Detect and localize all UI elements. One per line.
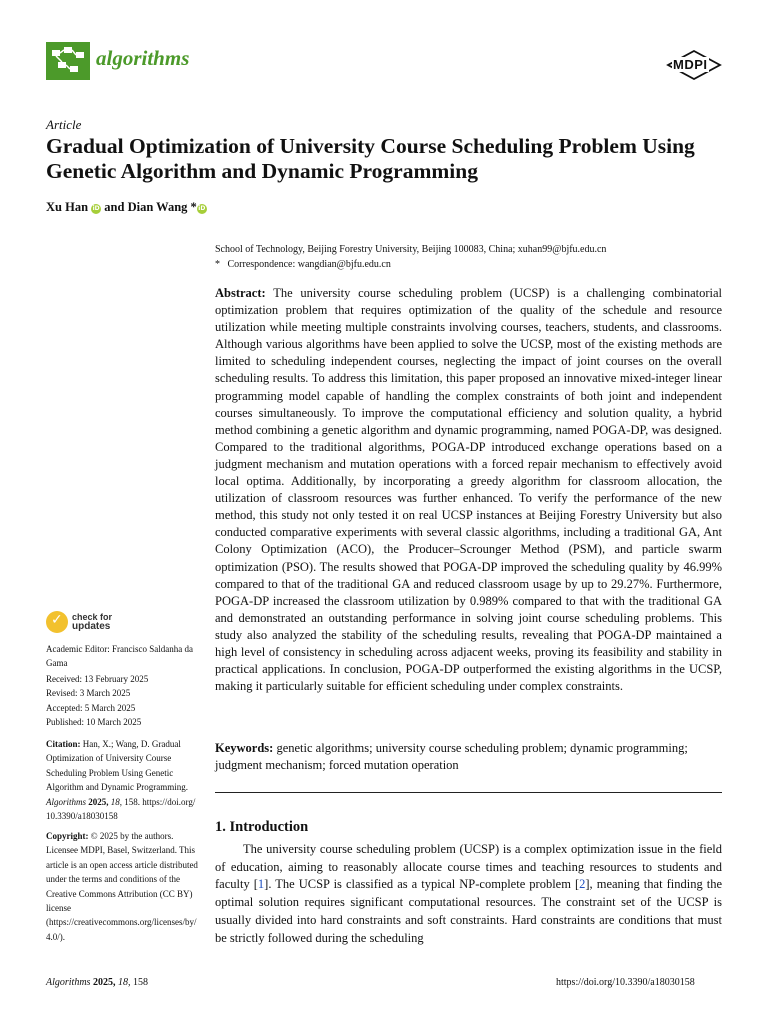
intro-paragraph bbox=[215, 841, 722, 947]
article-type: Article bbox=[46, 117, 82, 132]
article-title: Gradual Optimization of University Course Scheduling Problem Using Genetic Algorithm and Dynamic Programming bbox=[46, 134, 695, 183]
publisher-logo bbox=[666, 50, 722, 80]
footer-article-number: 158 bbox=[132, 977, 148, 988]
check-updates-line: check for bbox=[72, 612, 113, 622]
orcid-icon[interactable]: iD bbox=[92, 205, 100, 212]
intro-text: ]. The UCSP is classified as a typical NP-complete problem [ bbox=[264, 877, 580, 892]
academic-editor: Academic Editor: Francisco Saldanha da Gama bbox=[46, 644, 193, 669]
citation-link[interactable]: 2 bbox=[579, 877, 586, 892]
author-conjunction: and bbox=[104, 200, 125, 214]
footer-journal: Algorithms bbox=[46, 977, 91, 988]
footer-citation bbox=[46, 977, 148, 988]
affiliation-line: School of Technology, Beijing Forestry University, Beijing 100083, China; xuhan99@bjfu.edu.cn bbox=[215, 244, 607, 255]
copyright-block bbox=[46, 829, 198, 944]
keywords-text: genetic algorithms; university course scheduling problem; dynamic programming; judgment mechanism; forced mutation operation bbox=[215, 741, 688, 773]
published-date: Published: 10 March 2025 bbox=[46, 717, 142, 728]
citation-volume: 18, bbox=[110, 796, 123, 807]
author-name[interactable]: Xu Han bbox=[46, 200, 89, 214]
abstract bbox=[215, 285, 722, 695]
abstract-text: The university course scheduling problem (UCSP) is a challenging combinatorial optimization problem that requires optimization of the quality of the schedule and resource utilization while meeting multiple constraints involving courses, teachers, students, and classrooms. Although various algorithms have been applied to solve the UCSP, most of the existing methods are limited to scheduling independent courses, neglecting the impact of joint courses on the overall scheduling results. To address this limitation, this paper proposed an innovative mixed-integer linear programming model capable of handling the complex constraints of both joint and independent courses simultaneously. To improve the computational efficiency and solution quality, a hybrid method combining a genetic algorithm and dynamic programming, named POGA-DP, was designed. Compared to the traditional algorithms, POGA-DP introduced exchange operations based on a judgment mechanism and mutation operations with a forced repair mechanism to effectively avoid local optima. Additionally, by incorporating a greedy algorithm for classroom allocation, the utilization of classroom resources was further enhanced. To verify the performance of the new method, this study not only tested it on real UCSP instances at Beijing Forestry University but also conducted comparative experiments with several classic algorithms, including a traditional GA, Ant Colony Optimization (ACO), the Producer–Scrounger Method (PSM), and particle swarm optimization (PSO). The results showed that POGA-DP improved the scheduling quality by 46.99% compared to that of the traditional GA and reduced classroom usage by up to 29.27%. Furthermore, POGA-DP increased the classroom utilization by 0.989% compared to that with the traditional GA and demonstrated an outstanding performance in solving joint course scheduling problems. This study also analyzed the stability of the scheduling results, revealing that POGA-DP maintained a high level of consistency in scheduling across adjacent weeks, proving its feasibility and stability in practical applications. In conclusion, POGA-DP outperformed the existing algorithms in the UCSP, making it particularly suitable for efficient scheduling under complex constraints. bbox=[215, 286, 723, 694]
journal-name: algorithms bbox=[96, 46, 190, 70]
copyright-label: Copyright: bbox=[46, 831, 89, 841]
section-heading: 1. Introduction bbox=[215, 819, 309, 835]
publication-dates bbox=[46, 672, 198, 730]
intro-text: The university course scheduling problem (UCSP) is a complex optimization issue in the field of education, aiming to reasonably allocate course times and teaching resources to students and faculty [ bbox=[215, 842, 722, 892]
check-updates-label bbox=[72, 612, 112, 632]
footer-doi-link[interactable]: https://doi.org/10.3390/a18030158 bbox=[556, 977, 695, 988]
author-name[interactable]: Dian Wang * bbox=[127, 200, 197, 214]
citation-text: Han, X.; Wang, D. Gradual Optimization of University Course Scheduling Problem Using Genetic Algorithm and Dynamic Programming. bbox=[46, 739, 188, 793]
check-updates-line: updates bbox=[72, 621, 111, 632]
checkmark-icon: ✓ bbox=[46, 611, 68, 633]
intro-text: ], meaning that finding the optimal solution requires significant computational resources. The constraint set of the UCSP is usually divided into hard constraints and soft constraints. Hard constraints are conditions that must be strictly followed during the scheduling bbox=[215, 877, 722, 945]
received-date: Received: 13 February 2025 bbox=[46, 674, 149, 684]
citation-journal: Algorithms bbox=[46, 796, 87, 807]
citation-label: Citation: bbox=[46, 739, 81, 749]
citation-year: 2025, bbox=[88, 796, 109, 807]
section-divider bbox=[215, 792, 722, 793]
affiliation-block bbox=[215, 242, 725, 272]
check-for-updates-button[interactable] bbox=[46, 611, 166, 637]
keywords-label: Keywords: bbox=[215, 741, 274, 755]
accepted-date: Accepted: 5 March 2025 bbox=[46, 702, 136, 713]
footer-year: 2025, bbox=[92, 977, 116, 988]
correspondence-line bbox=[215, 257, 725, 272]
revised-date: Revised: 3 March 2025 bbox=[46, 688, 131, 699]
citation-doi[interactable]: 158. https://doi.org/10.3390/a18030158 bbox=[46, 796, 196, 822]
footer-volume: 18, bbox=[117, 977, 131, 988]
orcid-icon[interactable]: iD bbox=[198, 205, 206, 212]
journal-logo-icon bbox=[46, 42, 90, 80]
abstract-label: Abstract: bbox=[215, 286, 266, 300]
author-list bbox=[46, 200, 207, 215]
correspondence-mark: * bbox=[215, 259, 220, 270]
citation-link[interactable]: 1 bbox=[257, 877, 265, 892]
correspondence-text: Correspondence: wangdian@bjfu.edu.cn bbox=[227, 259, 391, 270]
publisher-name: MDPI bbox=[673, 57, 708, 72]
copyright-text: © 2025 by the authors. Licensee MDPI, Basel, Switzerland. This article is an open access article distributed under the terms and conditions of the Creative Commons Attribution (CC BY) license (https://creativecommons.org/licenses/by/4.0/). bbox=[46, 831, 198, 942]
citation-block bbox=[46, 737, 198, 823]
keywords bbox=[215, 740, 722, 774]
